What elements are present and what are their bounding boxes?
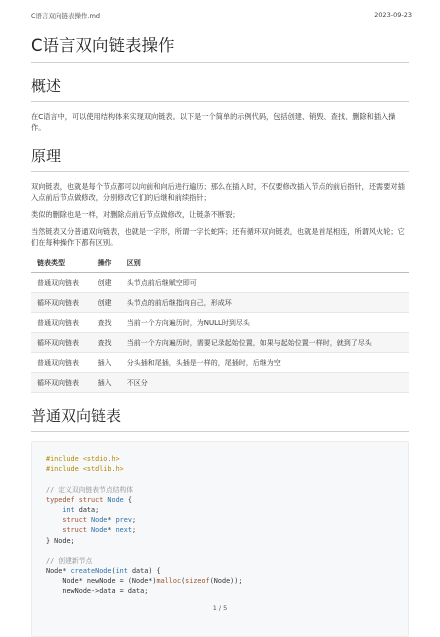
code-token: ; xyxy=(131,526,137,535)
comparison-table xyxy=(31,254,409,393)
section-heading-principle: 原理 xyxy=(31,145,409,172)
code-token: struct xyxy=(78,495,108,504)
table-cell: 插入 xyxy=(92,353,121,373)
column-header-operation: 操作 xyxy=(92,254,121,273)
code-token: prev xyxy=(115,516,132,525)
code-token xyxy=(46,516,62,524)
table-cell: 当前一个方向遍历时，需要记录起始位置，如果与起始位置一样时，就到了尽头 xyxy=(121,333,409,353)
table-cell: 当前一个方向遍历时，为NULL时到尽头 xyxy=(121,313,409,333)
code-token: struct xyxy=(62,516,92,525)
code-token: // 创建新节点 xyxy=(46,556,93,565)
principle-paragraph-1: 双向链表，也就是每个节点都可以向前和向后进行遍历；那么在插入时，不仅要修改插入节点的前后指针，还需要对插入点前后节点做修改，分别修改它们的后继和前续指针； xyxy=(31,182,405,202)
code-line xyxy=(46,546,394,556)
column-header-type: 链表类型 xyxy=(31,254,92,273)
code-token: malloc xyxy=(156,577,182,586)
table-row xyxy=(31,333,409,353)
code-token: Node* xyxy=(46,567,71,576)
code-token: data; xyxy=(74,505,100,514)
table-cell: 创建 xyxy=(92,293,121,313)
code-token: newNode->data = data; xyxy=(46,587,149,596)
code-token: ( xyxy=(181,577,186,586)
code-token: { xyxy=(123,495,132,504)
table-cell: 普通双向链表 xyxy=(31,273,92,293)
table-cell: 创建 xyxy=(92,273,121,293)
code-token: sizeof xyxy=(185,577,210,586)
code-token: next xyxy=(115,526,132,535)
table-cell: 查找 xyxy=(92,313,121,333)
table-cell: 查找 xyxy=(92,333,121,353)
section-heading-normal-list: 普通双向链表 xyxy=(31,405,409,432)
code-token: Node xyxy=(91,516,108,525)
table-cell: 不区分 xyxy=(121,373,409,393)
table-cell: 循环双向链表 xyxy=(31,373,92,393)
table-header-row xyxy=(31,254,409,273)
overview-paragraph: 在C语言中，可以使用结构体来实现双向链表。以下是一个简单的示例代码，包括创建、销毁、查找、删除和插入操作。 xyxy=(31,112,396,132)
principle-paragraph-3: 当然链表又分普通双向链表，也就是一字形，所谓一字长蛇阵；还有循环双向链表，也就是首尾相连，所谓风火轮；它们在每种操作下都有区别。 xyxy=(31,227,405,247)
code-token: createNode xyxy=(70,567,112,576)
document-title: C语言双向链表操作 xyxy=(31,32,409,63)
code-token: struct xyxy=(62,526,92,535)
code-line xyxy=(46,566,394,576)
table-row xyxy=(31,373,409,393)
table-cell: 循环双向链表 xyxy=(31,293,92,313)
code-line xyxy=(46,485,394,495)
column-header-difference: 区别 xyxy=(121,254,409,273)
code-token: (Node)); xyxy=(209,577,243,586)
table-cell: 头节点前后继赋空即可 xyxy=(121,273,409,293)
code-line xyxy=(46,474,394,484)
code-line xyxy=(46,586,394,596)
page-number: 1 / 5 xyxy=(212,604,228,612)
table-row xyxy=(31,313,409,333)
code-token: ; xyxy=(131,516,137,525)
code-token: * xyxy=(107,516,116,525)
principle-paragraph-2: 类似的删除也是一样，对删除点前后节点做修改，让链条不断裂； xyxy=(31,210,240,219)
table-cell: 插入 xyxy=(92,373,121,393)
document-body xyxy=(31,32,409,637)
table-row xyxy=(31,353,409,373)
table-cell: 循环双向链表 xyxy=(31,333,92,353)
code-token: Node* newNode = (Node*) xyxy=(46,577,157,586)
code-token: typedef xyxy=(46,495,79,504)
code-token: Node xyxy=(91,526,108,535)
code-token: data) { xyxy=(127,567,161,576)
table-cell: 普通双向链表 xyxy=(31,313,92,333)
code-line xyxy=(46,525,394,535)
code-token: #include <stdio.h> xyxy=(46,455,120,463)
table-row xyxy=(31,293,409,313)
code-token: // 定义双向链表节点结构体 xyxy=(46,485,134,494)
code-line xyxy=(46,464,394,474)
code-token: ( xyxy=(111,567,116,576)
code-token xyxy=(46,506,62,514)
code-line xyxy=(46,495,394,505)
code-token: #include <stdlib.h> xyxy=(46,465,124,474)
code-token xyxy=(46,526,62,534)
code-line xyxy=(46,515,394,525)
table-cell: 普通双向链表 xyxy=(31,353,92,373)
code-token: Node xyxy=(107,495,124,504)
code-line xyxy=(46,505,394,515)
code-line xyxy=(46,536,394,546)
section-heading-overview: 概述 xyxy=(31,75,409,102)
code-token: int xyxy=(62,505,75,514)
code-line xyxy=(46,576,394,586)
code-line xyxy=(46,556,394,566)
document-date: 2023-09-23 xyxy=(374,11,412,19)
code-token: int xyxy=(115,567,128,576)
code-token: * xyxy=(107,526,116,535)
table-cell: 头节点的前后继指向自己，形成环 xyxy=(121,293,409,313)
document-filename: C语言双向链表操作.md xyxy=(31,11,101,20)
code-line xyxy=(46,454,394,464)
code-token: } Node; xyxy=(46,536,75,545)
table-cell: 分头插和尾插，头插是一样的，尾插时，后继为空 xyxy=(121,353,409,373)
page-header xyxy=(31,9,412,21)
table-row xyxy=(31,273,409,293)
